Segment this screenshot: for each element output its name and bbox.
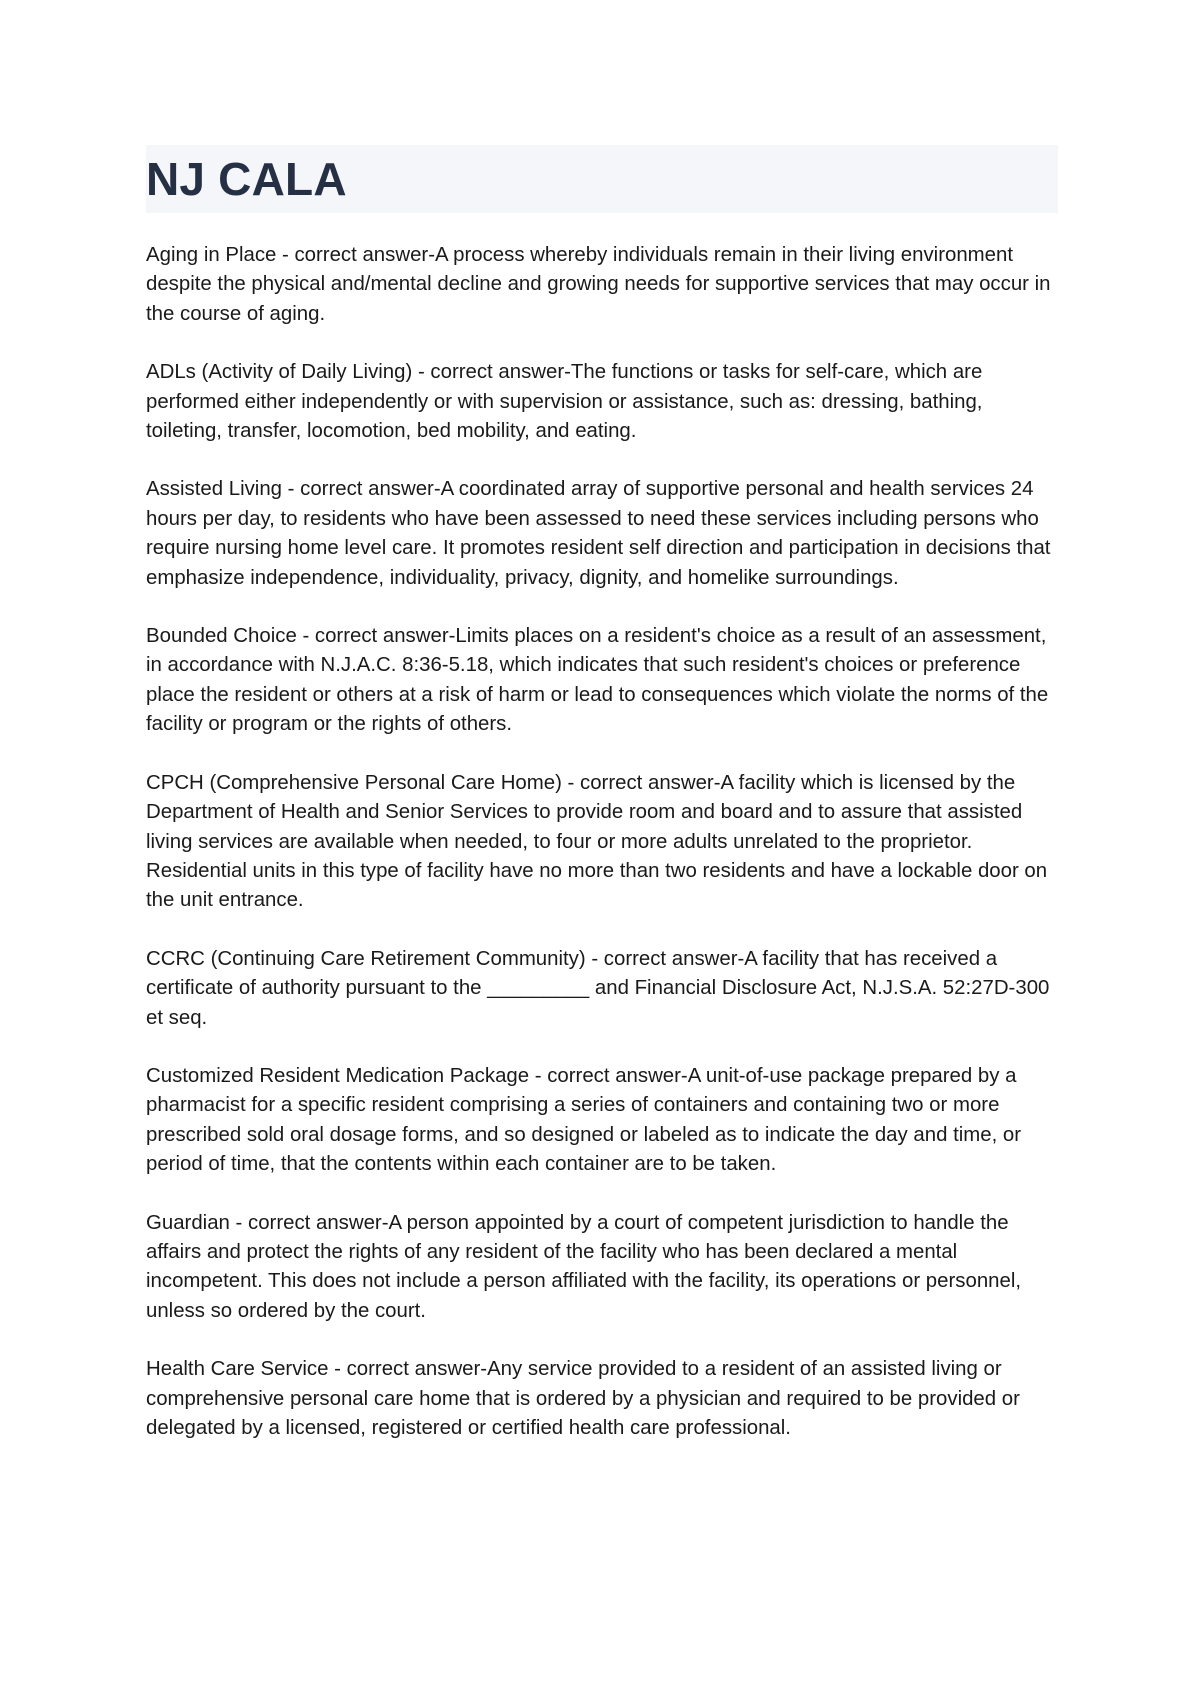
document-title: NJ CALA xyxy=(146,153,347,205)
definition-aging-in-place: Aging in Place - correct answer-A process whereby individuals remain in their living environment despite the physical and/mental decline and growing needs for supportive services that may occur in the course of aging. xyxy=(146,244,1051,325)
definition-adls: ADLs (Activity of Daily Living) - correct answer-The functions or tasks for self-care, which are performed either independently or with supervision or assistance, such as: dressing, bathing, toileting, transfer, locomotion, bed mobility, and eating. xyxy=(146,361,983,443)
definition-assisted-living: Assisted Living - correct answer-A coordinated array of supportive personal and health services 24 hours per day, to residents who have been assessed to need these services including persons who require nursing home level care. It promotes resident self direction and participation in decisions that emphasize independence, individuality, privacy, dignity, and homelike surroundings. xyxy=(146,478,1051,589)
document-page xyxy=(146,145,1058,1472)
definition-bounded-choice: Bounded Choice - correct answer-Limits places on a resident's choice as a result of an assessment, in accordance with N.J.A.C. 8:36-5.18, which indicates that such resident's choices or preference place the resident or others at a risk of harm or lead to consequences which violate the norms of the facility or program or the rights of others. xyxy=(146,625,1049,736)
definition-guardian: Guardian - correct answer-A person appointed by a court of competent jurisdiction to handle the affairs and protect the rights of any resident of the facility who has been declared a mental incompetent. This does not include a person affiliated with the facility, its operations or personnel, unless so ordered by the court. xyxy=(146,1211,1022,1322)
definition-health-care-service: Health Care Service - correct answer-Any service provided to a resident of an assisted living or comprehensive personal care home that is ordered by a physician and required to be provided or delegated by a licensed, registered or certified health care professional. xyxy=(146,1358,1020,1439)
definition-cpch: CPCH (Comprehensive Personal Care Home) - correct answer-A facility which is licensed by the Department of Health and Senior Services to provide room and board and to assure that assisted living services are available when needed, to four or more adults unrelated to the proprietor. Residential units in this type of facility have no more than two residents and have a lockable door on the unit entrance. xyxy=(146,771,1048,912)
definition-customized-medication-package: Customized Resident Medication Package - correct answer-A unit-of-use package prepared by a pharmacist for a specific resident comprising a series of containers and containing two or more prescribed sold oral dosage forms, and so designed or labeled as to indicate the day and time, or period of time, that the contents within each container are to be taken. xyxy=(146,1064,1022,1176)
definition-ccrc: CCRC (Continuing Care Retirement Community) - correct answer-A facility that has received a certificate of authority pursuant to the _________ and Financial Disclosure Act, N.J.S.A. 52:27D-300 et seq. xyxy=(146,947,1050,1029)
title-banner xyxy=(146,145,1058,213)
